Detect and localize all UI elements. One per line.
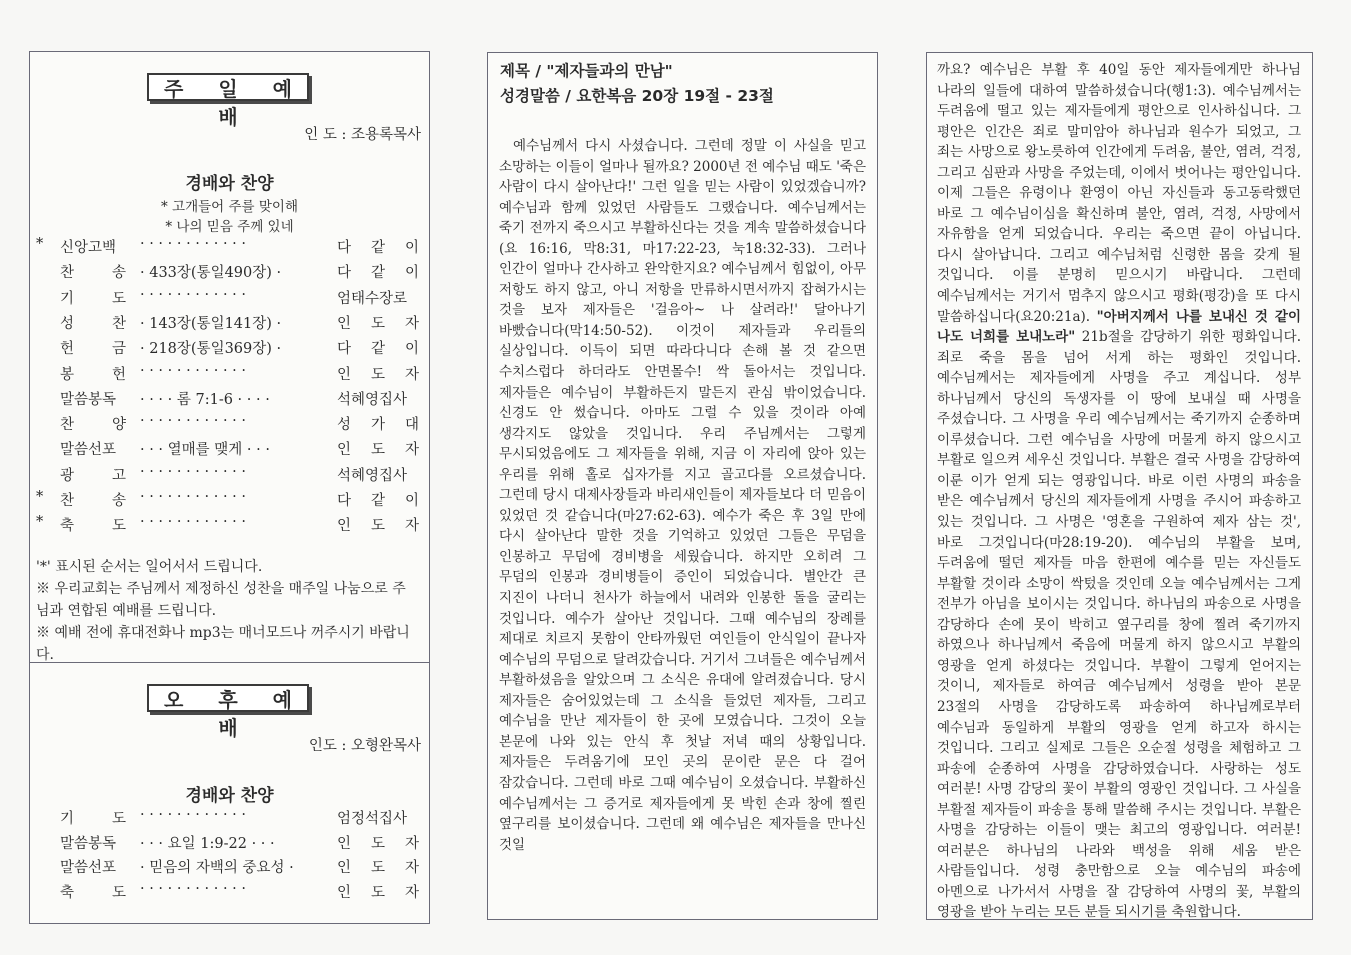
sermon-panel-2 [926,52,1313,920]
order-star: * [36,489,44,505]
order-item [30,363,429,388]
notes [36,556,419,666]
morning-leader: 인 도 : 조용록목사 [304,127,421,143]
order-detail: · · · 열매를 맺게 · · · [140,442,270,459]
afternoon-leader: 인도 : 오형완목사 [308,738,421,754]
order-detail: · · · · 롬 7:1-6 · · · · [140,391,270,408]
order-star: * [36,514,44,531]
order-item [30,236,429,261]
order-item [30,807,429,832]
order-item [30,856,429,881]
worship-order-panel [29,51,430,924]
afternoon-praise-heading: 경배와 찬양 [185,786,274,806]
order-item [30,514,429,539]
sermon-body-part1: 예수님께서 다시 사셨습니다. 그런데 정말 이 사실을 믿고 소망하는 이들이 얼마나 될까요? 2000년 전 예수님 때도 '죽은 사람이 다시 살아난다!' 그런 일을 믿는 사람이 있었겠습니까? 예수님과 함께 있었던 사람들도 그랬습니다. 예수님께서는 죽기 전까지 죽으시고 부활하신다는 것을 계속 말씀하셨습니다(요 16:16, 막8:31, 마17:22-23, 눅18:32-33). 그러나 인간이 얼마나 간사하고 완악한지요? 예수님께서 힘없이, 아무 저항도 하지 않고, 아니 저항을 만류하시면서까지 잡혀가시는 것을 보자 제자들은 '걸음아~ 나 살려라!' 달아나기 바빴습니다(막14:50-52). 이것이 제자들과 우리들의 실상입니다. 이득이 되면 따라다니다 손해 볼 것 같으면 수치스럽다 하더라도 안면몰수! 싹 돌아서는 것입니다. 제자들은 예수님이 부활하든지 말든지 관심 밖이었습니다. 신경도 안 썼습니다. 아마도 그럴 수 있을 것이라 아예 생각지도 않았을 것입니다. 우리 주님께서는 그렇게 무시되었음에도 그 제자들을 위해, 지금 이 자리에 앉아 있는 우리를 위해 홀로 십자가를 지고 골고다를 오르셨습니다. 그런데 당시 대제사장들과 바리새인들이 제자들보다 더 믿음이 있었던 것 같습니다(마27:62-63). 예수가 죽은 후 3일 만에 다시 살아난다 말한 것을 기억하고 있었던 그들은 무덤을 인봉하고 무덤에 경비병을 세웠습니다. 하지만 오히려 그 무덤의 인봉과 경비병들이 증인이 되었습니다. 별안간 큰 지진이 나더니 천사가 하늘에서 내려와 인봉한 돌을 굴리는 것입니다. 예수가 살아난 것입니다. 그때 예수님의 장례를 제대로 치르지 못함이 안타까웠던 여인들이 안식일이 끝나자 예수님의 무덤으로 달려갔습니다. 거기서 그녀들은 예수님께서 부활하셨음을 알았으며 그 소식은 유대에 알려졌습니다. 당시 제자들은 숨어있었는데 그 소식을 들었던 제자들, 그리고 예수님을 만난 제자들이 한 곳에 모였습니다. 그것이 오늘 본문에 나와 있는 안식 후 첫날 저녁 때의 상황입니다. 제자들은 두려움기에 모인 곳의 문이란 문은 다 걸어 잠갔습니다. 그런데 바로 그때 예수님이 오셨습니다. 부활하신 예수님께서는 그 증거로 제자들에게 못 박힌 손과 창에 찔린 옆구리를 보이셨습니다. 그런데 왜 예수님은 제자들을 만나신 것일 [499,138,866,853]
order-detail: · · · · · · · · · · · · [140,286,247,303]
order-person: 다 같 이 [337,493,419,509]
order-detail: · · · · · · · · · · · · [140,236,247,252]
order-person: 석혜영집사 [337,391,408,408]
order-name: 찬 송 [60,265,126,282]
morning-service-title: 주 일 예 배 [147,73,309,101]
order-detail: · · · · · · · · · · · · [140,807,247,823]
order-name: 헌 금 [60,341,126,358]
morning-praise-heading: 경배와 찬양 [185,174,274,194]
order-detail: · · · · · · · · · · · · [140,463,247,480]
order-name: 봉 헌 [60,366,126,383]
order-item [30,832,429,857]
order-item [30,388,429,413]
order-name: 찬 송 [60,493,126,509]
order-item [30,413,429,438]
order-person: 인 도 자 [337,315,419,332]
sermon-heading [500,59,774,109]
order-detail: · · · · · · · · · · · · [140,489,247,505]
note-line: ※ 우리교회는 주님께서 제정하신 성찬을 매주일 나눔으로 주님과 연합된 예배를 드립니다. [36,581,406,619]
order-star: * [36,236,44,252]
order-name: 기 도 [60,811,126,827]
sermon-panel-1 [487,52,878,920]
order-name: 말씀봉독 [60,835,117,852]
order-person: 인 도 자 [337,835,419,852]
order-person: 다 같 이 [337,265,419,282]
order-detail: · · · · · · · · · · · · [140,413,247,430]
order-name: 말씀선포 [60,442,117,459]
order-name: 축 도 [60,518,126,535]
sermon-title: 제목 / "제자들과의 만남" [500,62,673,80]
order-person: 인 도 자 [337,884,419,901]
order-name: 성 찬 [60,315,126,332]
order-name: 찬 양 [60,417,126,434]
praise-song: * 고개들어 주를 맞이해 [161,199,298,215]
note-line: '*' 표시된 순서는 일어서서 드립니다. [36,559,263,575]
order-person: 인 도 자 [337,518,419,535]
order-name: 신앙고백 [60,240,117,256]
order-item [30,438,429,463]
order-name: 축 도 [60,884,126,901]
order-detail: · 433장(통일490장) · [140,265,282,282]
order-item [30,337,429,362]
order-person: 인 도 자 [337,442,419,459]
order-name: 광 고 [60,467,126,484]
order-person: 성 가 대 [337,417,419,434]
order-detail: · · · · · · · · · · · · [140,514,247,531]
order-item [30,261,429,286]
order-item [30,489,429,514]
order-person: 다 같 이 [337,341,419,358]
order-person: 엄태수장로 [337,290,408,307]
sermon-text: 21b절을 감당하기 위한 평화입니다. 죄로 죽을 몸을 넘어 서게 하는 평화인 것입니다. 예수님께서는 제자들에게 사명을 주고 계십니다. 성부 하나님께서 당신의 독생자를 이 땅에 보내실 때 사명을 주셨습니다. 그 사명을 우리 예수님께서는 죽기까지 순종하며 이루셨습니다. 그런 예수님을 사망에 머물게 하지 않으시고 부활로 일으켜 세우신 것입니다. 부활은 결국 사명을 감당하여 이룬 이가 얻게 되는 영광입니다. 바로 이런 사명의 파송을 받은 예수님께서 당신의 제자들에게 사명을 주시어 파송하고 있는 것입니다. 그 사명은 '영혼을 구원하여 제자 삼는 것', 바로 그것입니다(마28:19-20). 예수님의 부활을 보며, 두려움에 떨던 제자들 마음 한편에 예수를 믿는 자신들도 부활할 것이라 소망이 싹텄을 것인데 오늘 예수님께서는 그게 전부가 아님을 보이시는 것입니다. 하나님의 파송으로 사명을 감당하다 손에 못이 박히고 옆구리를 창에 찔려 죽기까지 하였으나 하나님께서 죽음에 머물게 하지 않으시고 부활의 영광을 얻게 하셨다는 것입니다. 부활이 그렇게 얻어지는 것이니, 제자들로 하여금 예수님께서 성령을 받아 본문 23절의 사명을 감당하도록 파송하여 하나님께로부터 예수님과 동일하게 부활의 영광을 얻게 하고자 하시는 것입니다. 그리고 실제로 그들은 오순절 성령을 체험하고 그 파송에 순종하여 사명을 감당하였습니다. 사랑하는 성도 여러분! 사명 감당의 꽃이 부활의 영광인 것입니다. 그 사실을 부활절 제자들이 파송을 통해 말씀해 주시는 것입니다. 부활은 사명을 감당하는 이들이 맺는 최고의 영광입니다. 여러분! 여러분은 하나님의 나라와 백성을 위해 세움 받은 사람들입니다. 성령 충만함으로 오늘 예수님의 파송에 아멘으로 나가서서 사명을 잘 감당하여 사명의 꽃, 부활의 영광을 받아 누리는 모든 분들 되시기를 축원합니다. [937,329,1301,921]
order-person: 인 도 자 [337,366,419,383]
sermon-body-part2 [937,60,1301,923]
order-person: 석혜영집사 [337,467,408,484]
note-line: ※ 예배 전에 휴대전화나 mp3는 매너모드나 꺼주시기 바랍니다. [36,625,410,663]
order-item [30,287,429,312]
order-detail: · · · 요일 1:9-22 · · · [140,835,275,852]
order-detail: · 218장(통일369장) · [140,341,282,358]
order-item [30,464,429,489]
order-person: 인 도 자 [337,860,419,876]
order-name: 기 도 [60,290,126,307]
order-detail: · · · · · · · · · · · · [140,880,247,897]
order-item [30,881,429,906]
order-detail: · · · · · · · · · · · · [140,362,247,379]
praise-song: * 나의 믿음 주께 있네 [165,219,294,235]
order-item [30,312,429,337]
order-detail: · 143장(통일141장) · [140,315,282,332]
order-detail: · 믿음의 자백의 중요성 · [140,860,294,876]
order-person: 다 같 이 [337,240,419,256]
scripture-quote: "아버지께서 나를 보내신 것 같이 나도 너희를 보내노라" [937,308,1302,346]
section-divider [30,662,429,663]
order-name: 말씀봉독 [60,391,117,408]
afternoon-service-title: 오 후 예 배 [147,684,309,712]
sermon-scripture: 성경말씀 / 요한복음 20장 19절 - 23절 [500,87,774,105]
order-name: 말씀선포 [60,860,117,876]
sermon-text: 까요? 예수님은 부활 후 40일 동안 제자들에게만 하나님 나라의 일들에 대하여 말씀하셨습니다(행1:3). 예수님께서는 두려움에 떨고 있는 제자들에게 평안으로 인사하십니다. 그 평안은 인간은 죄로 말미암아 하나님과 원수가 되었고, 그 죄는 사망으로 왕노릇하여 인간에게 두려움, 불안, 염려, 걱정, 그리고 심판과 사망을 주었는데, 이에서 벗어나는 평안입니다. 이제 그들은 유령이나 환영이 아닌 자신들과 동고동락했던 바로 그 예수님이심을 확신하며 불안, 염려, 걱정, 사망에서 자유함을 얻게 되었습니다. 우리는 죽으면 끝이 아닙니다. 다시 살아납니다. 그리고 예수님처럼 신령한 몸을 갖게 될 것입니다. 이를 분명히 믿으시기 바랍니다. 그런데 예수님께서는 거기서 멈추지 않으시고 평화(평강)을 또 다시 말씀하십니다(요20:21a). [937,62,1301,325]
order-person: 엄정석집사 [337,811,408,827]
